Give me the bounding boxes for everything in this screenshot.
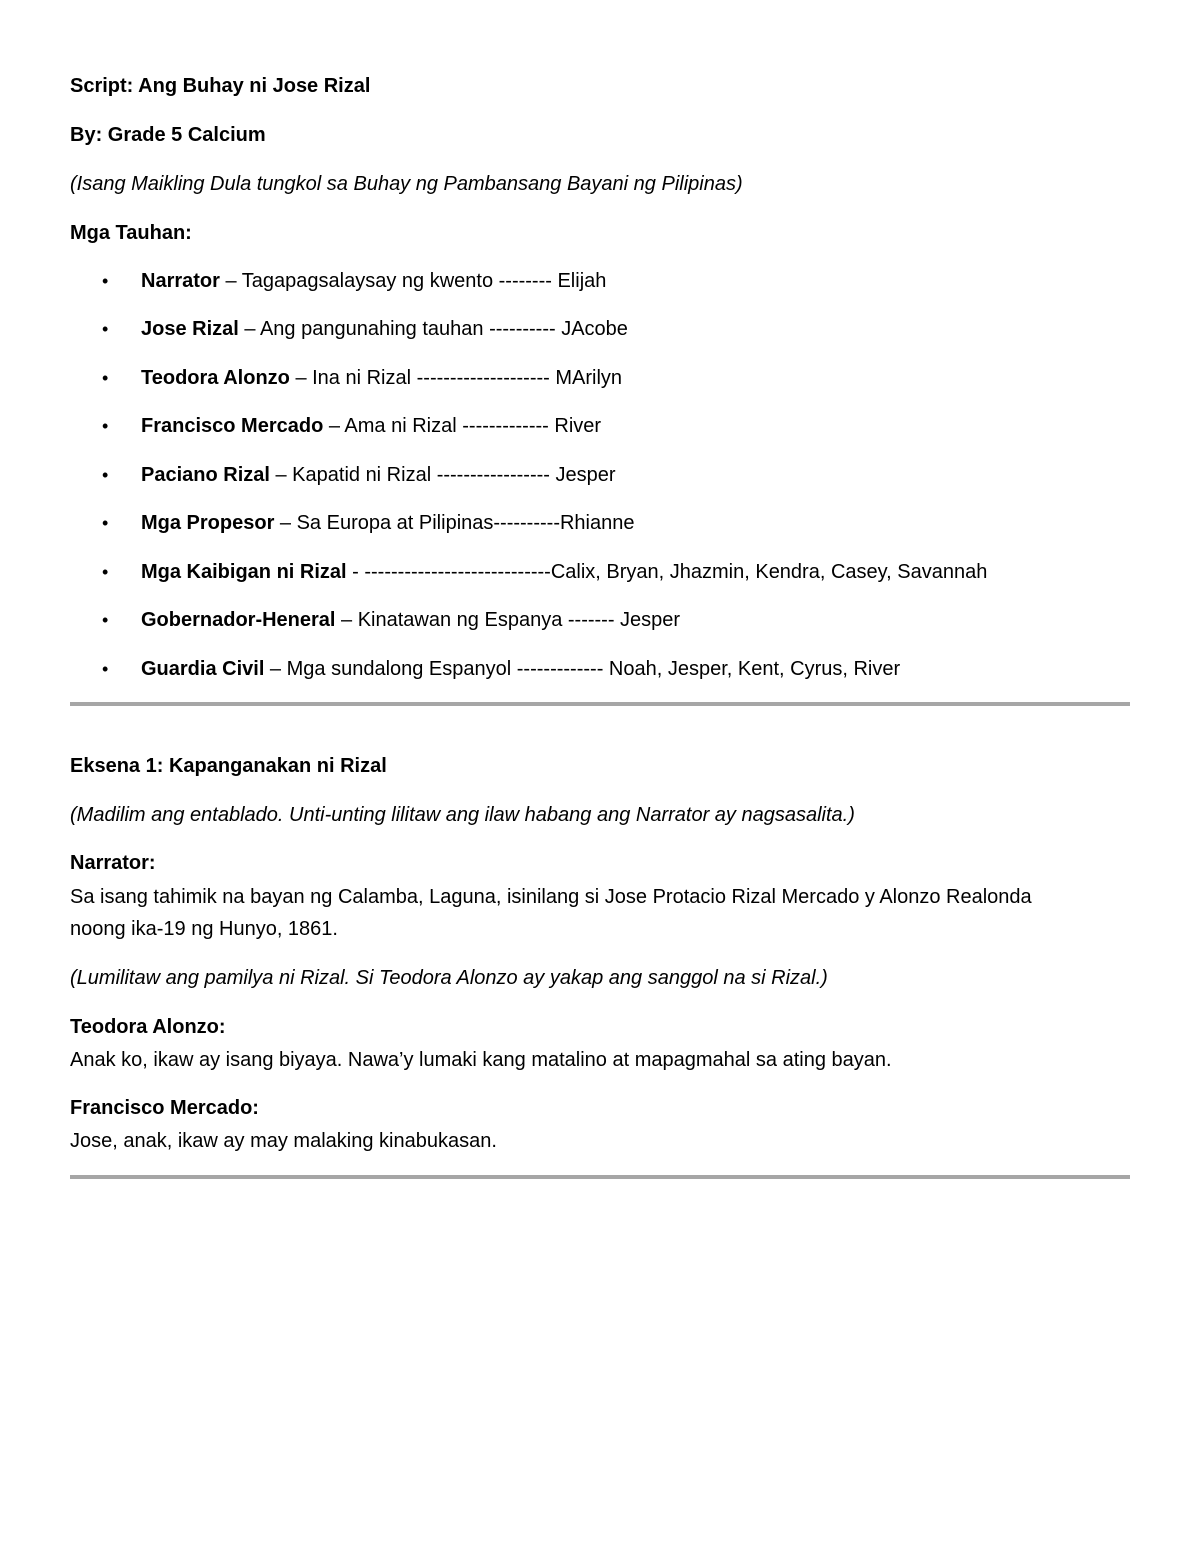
cast-heading: Mga Tauhan: [70,222,192,244]
bullet-icon: • [102,319,109,339]
list-item [102,559,987,585]
bullet-icon: • [102,610,109,630]
stage-direction: (Lumilitaw ang pamilya ni Rizal. Si Teodora Alonzo ay yakap ang sanggol na si Rizal.) [70,967,828,989]
bullet-icon: • [102,416,109,436]
cast-name: Guardia Civil [141,658,265,680]
cast-role: – Ina ni Rizal -------------------- MArilyn [289,367,623,389]
list-item [102,365,622,391]
speaker-label-teodora: Teodora Alonzo: [70,1016,226,1038]
script-title: Script: Ang Buhay ni Jose Rizal [70,75,371,97]
cast-name: Gobernador-Heneral [141,609,336,631]
dialogue-line: Anak ko, ikaw ay isang biyaya. Nawa’y lumaki kang matalino at mapagmahal sa ating bayan. [70,1049,892,1071]
bullet-icon: • [102,513,109,533]
cast-name: Mga Propesor [141,512,275,534]
scene-heading: Eksena 1: Kapanganakan ni Rizal [70,755,387,777]
section-divider [70,1175,1130,1179]
cast-name: Jose Rizal [141,318,239,340]
cast-role: – Ama ni Rizal ------------- River [323,415,602,437]
bullet-icon: • [102,659,109,679]
dialogue-line: noong ika-19 ng Hunyo, 1861. [70,918,338,940]
cast-role: – Ang pangunahing tauhan ---------- JAcobe [238,318,628,340]
byline: By: Grade 5 Calcium [70,124,266,146]
subtitle: (Isang Maikling Dula tungkol sa Buhay ng Pambansang Bayani ng Pilipinas) [70,173,743,195]
list-item [102,607,680,633]
list-item [102,656,900,682]
stage-direction: (Madilim ang entablado. Unti-unting lilitaw ang ilaw habang ang Narrator ay nagsasalita.) [70,804,855,826]
cast-role: – Kinatawan ng Espanya ------- Jesper [335,609,681,631]
bullet-icon: • [102,562,109,582]
list-item [102,268,606,294]
list-item [102,510,635,536]
speaker-label-francisco: Francisco Mercado: [70,1097,259,1119]
list-item [102,413,601,439]
cast-name: Mga Kaibigan ni Rizal [141,561,347,583]
cast-name: Paciano Rizal [141,464,270,486]
bullet-icon: • [102,465,109,485]
dialogue-line: Jose, anak, ikaw ay may malaking kinabukasan. [70,1130,497,1152]
list-item [102,316,628,342]
cast-role: – Tagapagsalaysay ng kwento -------- Elijah [219,270,607,292]
cast-role: – Mga sundalong Espanyol ------------- Noah, Jesper, Kent, Cyrus, River [264,658,901,680]
bullet-icon: • [102,368,109,388]
section-divider [70,702,1130,706]
cast-name: Teodora Alonzo [141,367,290,389]
cast-name: Narrator [141,270,220,292]
speaker-label-narrator: Narrator: [70,852,156,874]
bullet-icon: • [102,271,109,291]
cast-role: – Kapatid ni Rizal ----------------- Jesper [269,464,616,486]
cast-name: Francisco Mercado [141,415,324,437]
cast-role: - ----------------------------Calix, Bryan, Jhazmin, Kendra, Casey, Savannah [346,561,988,583]
dialogue-line: Sa isang tahimik na bayan ng Calamba, Laguna, isinilang si Jose Protacio Rizal Mercado y Alonzo Realonda [70,886,1032,908]
list-item [102,462,616,488]
cast-role: – Sa Europa at Pilipinas----------Rhianne [274,512,635,534]
